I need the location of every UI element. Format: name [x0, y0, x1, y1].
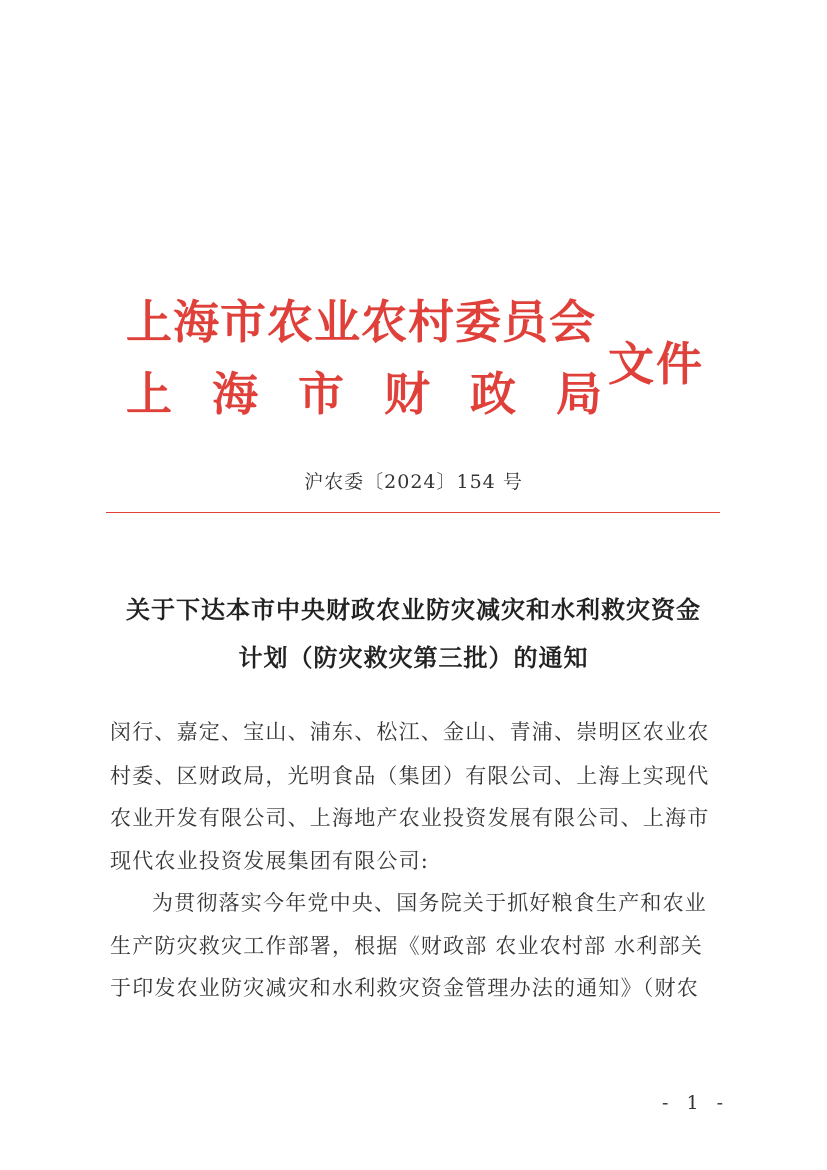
body-line: 现代农业投资发展集团有限公司:: [110, 849, 430, 873]
red-divider: [106, 512, 720, 513]
document-number: 沪农委〔2024〕154 号: [304, 471, 523, 493]
body-line: 于印发农业防灾减灾和水利救灾资金管理办法的通知》（财农: [110, 976, 699, 1000]
body-line: 生产防灾救灾工作部署，根据《财政部 农业农村部 水利部关: [110, 934, 703, 958]
document-title-line-2: 计划（防灾救灾第三批）的通知: [238, 643, 589, 672]
document-title-line-1: 关于下达本市中央财政农业防灾减灾和水利救灾资金: [126, 595, 701, 624]
body-line: 为贯彻落实今年党中央、国务院关于抓好粮食生产和农业: [152, 891, 707, 915]
body-line: 闵行、嘉定、宝山、浦东、松江、金山、青浦、崇明区农业农: [110, 720, 710, 744]
issuing-org-1: 上海市农业农村委员会: [126, 295, 596, 349]
body-line: 农业开发有限公司、上海地产农业投资发展有限公司、上海市: [110, 806, 710, 830]
page-number: - 1 -: [662, 1092, 730, 1114]
issuing-org-2: 上海市财政局: [126, 367, 642, 421]
document-type-label: 文件: [608, 337, 704, 391]
body-line: 村委、区财政局，光明食品（集团）有限公司、上海上实现代: [110, 764, 710, 788]
